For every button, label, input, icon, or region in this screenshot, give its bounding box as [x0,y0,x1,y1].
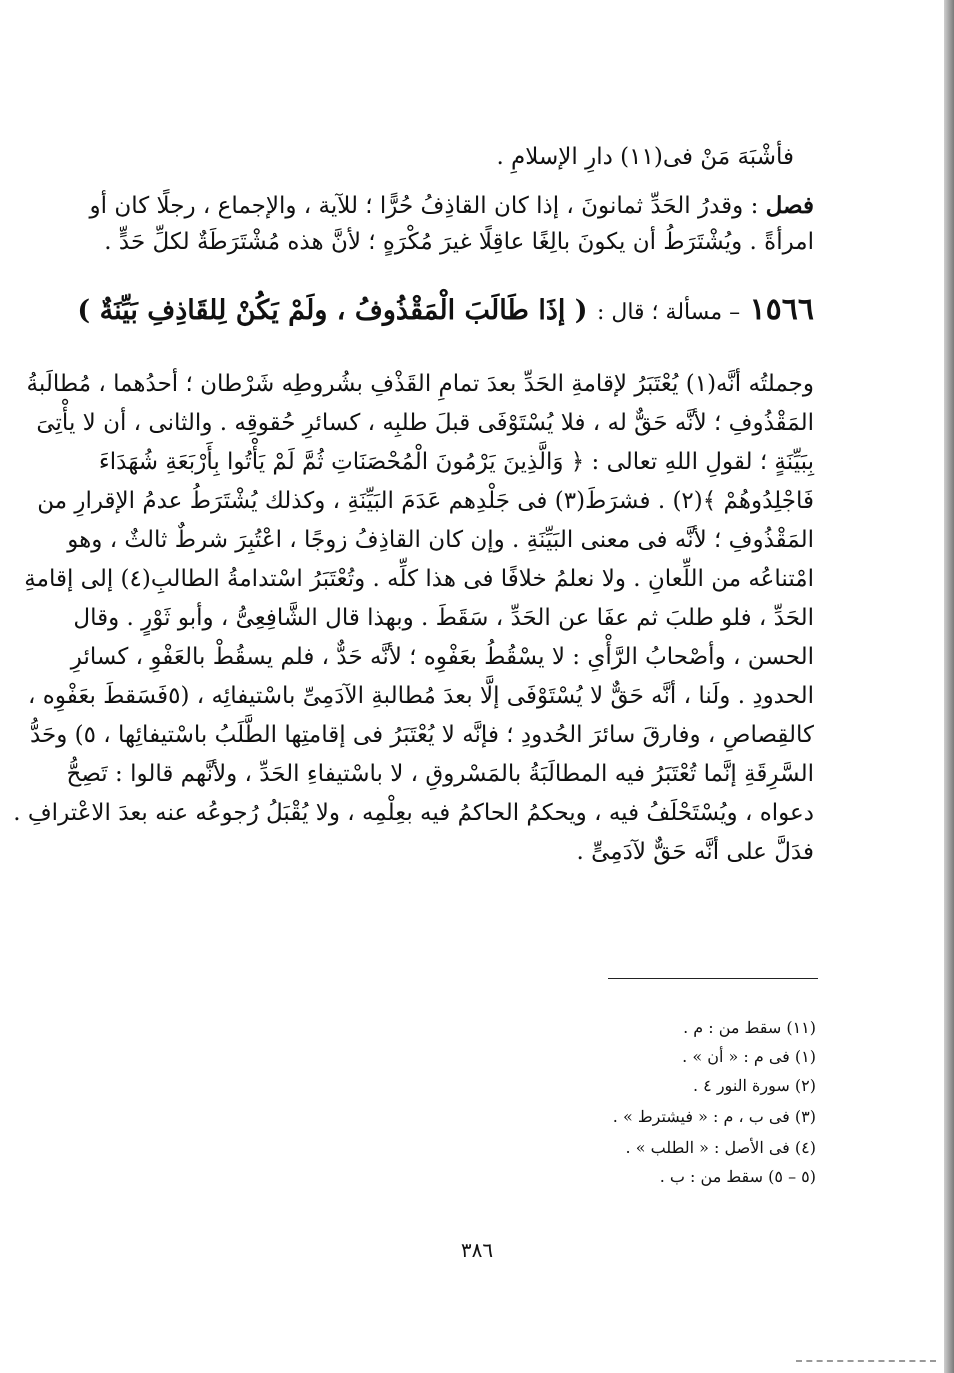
footnote-1: (١١) سقط من : م . [683,1018,816,1037]
fasl-line-1-text: : وقدرُ الحَدِّ ثمانونَ ، إذا كان القاذِفُ حُرًّا ؛ للآية ، والإجماع ، رجلًا كان أو [89,193,759,219]
fasl-paragraph [89,188,814,260]
intro-line [400,140,794,174]
fasl-line-2: امرأةً . ويُشْتَرَطُ أن يكونَ بالِغًا عاقِلًا غيرَ مُكْرَهٍ ؛ لأنَّ هذه مُشْتَرَطَةٌ لكلِّ حَدٍّ . [104,229,814,255]
footnote-separator [608,978,818,979]
body-line: فَاجْلِدُوهُمْ ﴾(٢) . فشرَطَ(٣) فى جَلْدِهم عَدَمَ البَيِّنَةِ ، وكذلك يُشْتَرَطُ عدمُ الإقرارِ من [37,488,814,514]
body-line-last: فدَلَّ على أنَّه حَقٌّ لآدَمِىٍّ . [576,839,814,865]
masala-heading [77,292,814,340]
footnote-2: (١) فى م : « أن » . [682,1047,816,1066]
footnote-6: (٥ – ٥) سقط من : ب . [659,1167,816,1186]
body-line: وجملتُه أنَّه(١) يُعْتَبَرُ لإقامةِ الحَدِّ بعدَ تمامِ القَذْفِ بشُروطِه شَرْطان ؛ أحدُهما ، مُطالَبةُ [26,371,814,397]
masala-prefix: – مسألة ؛ قال : [596,300,741,325]
body-line: بِبَيِّنَةٍ ؛ لقولِ اللهِ تعالى : ﴿ وَالَّذِينَ يَرْمُونَ الْمُحْصَنَاتِ ثُمَّ لَمْ يَأْتُوا بِأَرْبَعَةِ شُهَدَاءَ [98,449,814,475]
fasl-line-1 [89,188,814,224]
body-line: الحدودِ . ولَنا ، أنَّه حَقٌّ لا يُسْتَوْفَى إلَّا بعدَ مُطالبةِ الآدَمِىِّ باسْتيفائِه ، (٥فَسَقطَ بعَفْوِه ، [28,683,814,709]
main-paragraph [13,365,814,872]
footnote-5: (٤) فى الأصل : « الطلب » . [625,1138,816,1157]
body-line: السَّرِقَةِ إنَّما تُعْتَبَرُ فيه المطالَبَةُ بالمَسْروقِ ، لا باسْتيفاءِ الحَدِّ ، ولأنَّهم قالوا : تَصِحُّ [66,761,814,787]
body-line: المَقْذُوفِ ؛ لأنَّه حَقٌّ له ، فلا يُسْتَوْفَى قبلَ طلبِه ، كسائرِ حُقوقِه . والثانى ، أن لا يأْتِىَ [36,410,814,436]
masala-number: ١٥٦٦ [749,292,814,327]
body-line: الحسن ، وأصْحابُ الرَّأْىِ : لا يسْقُطُ بعَفْوِه ؛ لأنَّه حَدٌّ ، فلم يسقُطْ بالعَفْوِ ، كسائرِ [70,644,814,670]
body-line: دعواه ، ويُسْتَحْلَفُ فيه ، ويحكمُ الحاكمُ فيه بعِلْمِه ، ولا يُقْبَلُ رُجوعُه عنه بعدَ الاعْترافِ . [13,800,814,826]
masala-title: ( إذَا طَالَبَ الْمَقْذُوفُ ، ولَمْ يَكُنْ لِلقَاذِفِ بَيِّنَةٌ ) [77,295,588,326]
footnote-3: (٢) سورة النور ٤ . [692,1076,816,1095]
fasl-label: فصل [765,192,814,219]
scan-edge-marks [796,1360,936,1362]
body-line: كالقِصاصِ ، وفارقَ سائرَ الحُدودِ ؛ فإنَّه لا يُعْتَبَرُ فى إقامتِها الطَّلَبُ باسْتيفائِها ، ٥) وحَدُّ [29,722,814,748]
body-line: المَقْذُوفِ ؛ لأنَّه فى معنى البَيِّنَةِ . وإن كان القاذِفُ زوجًا ، اعْتُبِرَ شرطٌ ثالثٌ ، وهو [67,527,814,553]
body-line: امْتناعُه من اللِّعانِ . ولا نعلمُ خلافًا فى هذا كلِّه . وتُعْتَبَرُ اسْتدامةُ الطالبِ(٤) إلى إقامةِ [24,566,814,592]
scan-edge-shadow [944,0,954,1373]
intro-text: فأشْبَهَ مَنْ فى(١١) دارِ الإسلامِ . [496,144,794,170]
page-number: ٣٨٦ [460,1238,494,1262]
body-line: الحَدِّ ، فلو طلبَ ثم عفَا عن الحَدِّ ، سَقَطَ . وبهذا قال الشَّافِعِىُّ ، وأبو ثَوْرٍ . وقال [73,605,814,631]
footnote-4: (٣) فى ب ، م : « فيشترط » . [612,1107,816,1126]
